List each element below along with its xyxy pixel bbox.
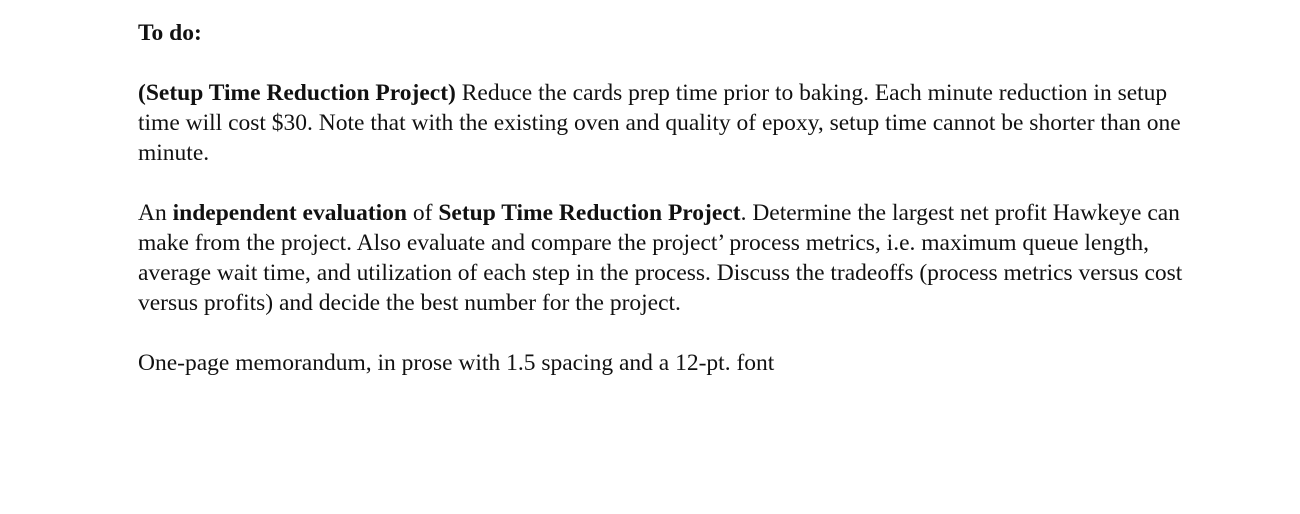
memorandum-paragraph: One-page memorandum, in prose with 1.5 spacing and a 12-pt. font	[138, 350, 775, 376]
todo-heading: To do:	[138, 20, 202, 46]
spacer	[138, 168, 1188, 198]
evaluation-bold-2: Setup Time Reduction Project	[438, 200, 741, 226]
setup-project-paragraph	[138, 78, 1188, 168]
evaluation-paragraph	[138, 198, 1188, 318]
evaluation-text-2: of	[407, 200, 439, 226]
spacer	[138, 318, 1188, 348]
evaluation-text-3: . Determine the largest net profit Hawkeye can make from the project. Also evaluate and compare the project’ process metrics, i.e. maximum queue length, average wait time, and utilization of each step in the process. Discuss the tradeoffs (process metrics versus cost versus profits) and decide the best number for the project.	[138, 200, 1183, 316]
document-page	[138, 18, 1188, 378]
evaluation-text-1: An	[138, 200, 173, 226]
evaluation-bold-1: independent evaluation	[172, 200, 408, 226]
spacer	[138, 48, 1188, 78]
setup-project-title: (Setup Time Reduction Project)	[138, 80, 456, 106]
setup-project-text: Reduce the cards prep time prior to baking. Each minute reduction in setup time will cost $30. Note that with the existing oven and quality of epoxy, setup time cannot be shorter than one minute.	[138, 80, 1181, 166]
